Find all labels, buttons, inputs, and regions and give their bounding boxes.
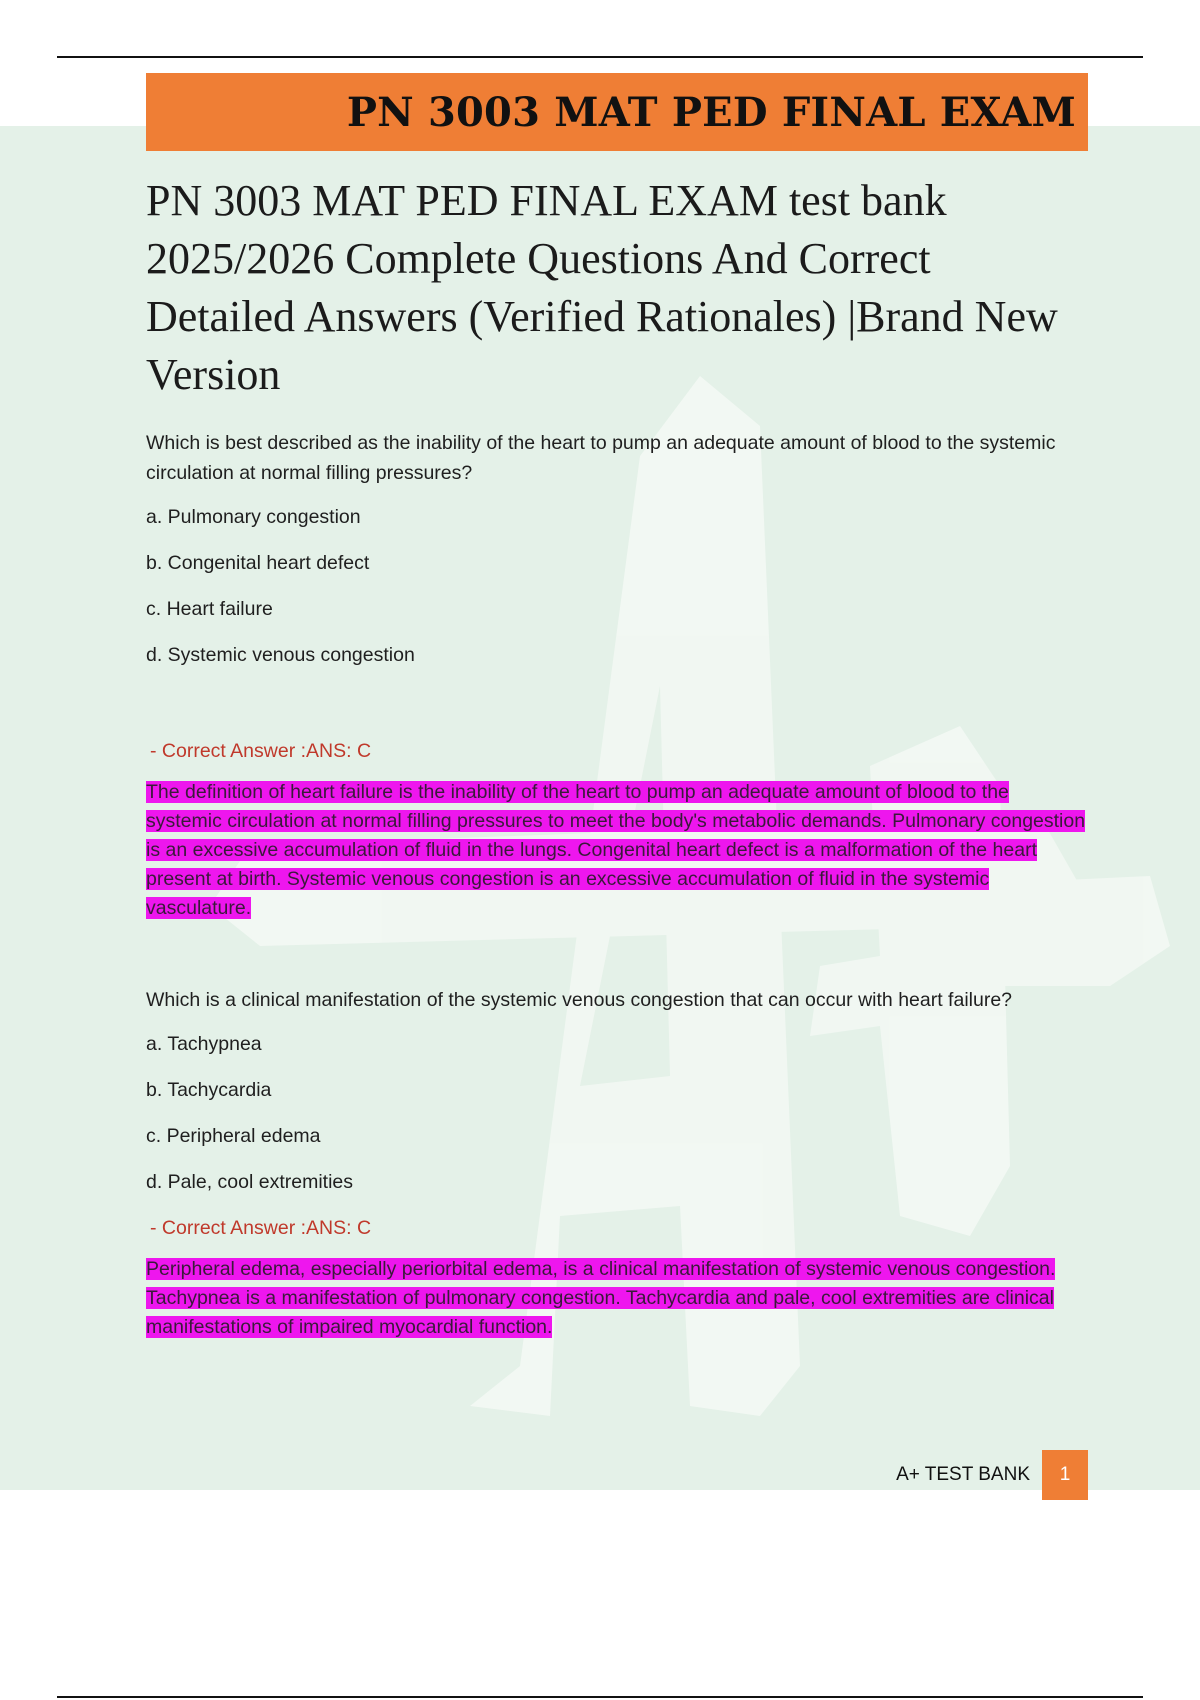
option-a: a. Pulmonary congestion [146, 506, 361, 528]
document-title: PN 3003 MAT PED FINAL EXAM test bank 2025/2026 Complete Questions And Correct Detailed Answers (Verified Rationales) |Brand New Version [146, 176, 1058, 399]
rationale [146, 1255, 1088, 1342]
option-c: c. Peripheral edema [146, 1125, 321, 1147]
option-c: c. Heart failure [146, 598, 273, 620]
question-text: Which is best described as the inability of the heart to pump an adequate amount of blood to the systemic circulation at normal filling pressures? [146, 432, 1056, 484]
document-content [146, 172, 1088, 1342]
option-b: b. Congenital heart defect [146, 552, 370, 574]
question-text: Which is a clinical manifestation of the systemic venous congestion that can occur with heart failure? [146, 989, 1013, 1011]
option-d: d. Pale, cool extremities [146, 1171, 354, 1193]
page-number-badge: 1 [1042, 1450, 1088, 1500]
bottom-rule [57, 1696, 1143, 1698]
question-block-2 [146, 985, 1088, 1342]
option-a: a. Tachypnea [146, 1033, 262, 1055]
rationale [146, 778, 1088, 923]
top-rule [57, 56, 1143, 58]
option-d: d. Systemic venous congestion [146, 644, 415, 666]
rationale-highlight: Peripheral edema, especially periorbital edema, is a clinical manifestation of systemic venous congestion. Tachypnea is a manifestation of pulmonary congestion. Tachycardia and pale, cool extremities are clinical manifestations of impaired myocardial function. [146, 1258, 1056, 1338]
correct-answer: - Correct Answer :ANS: C [150, 1217, 372, 1239]
banner-title: PN 3003 MAT PED FINAL EXAM [346, 88, 1076, 136]
rationale-highlight: The definition of heart failure is the inability of the heart to pump an adequate amount of blood to the systemic circulation at normal filling pressures to meet the body's metabolic demands. Pulmonary congestion is an excessive accumulation of fluid in the lungs. Congenital heart defect is a malformation of the heart present at birth. Systemic venous congestion is an excessive accumulation of fluid in the systemic vasculature. [146, 781, 1086, 919]
footer-label: A+ TEST BANK [896, 1464, 1030, 1485]
page-footer [0, 1450, 1088, 1500]
correct-answer: - Correct Answer :ANS: C [150, 740, 372, 762]
header-banner [146, 73, 1088, 151]
option-b: b. Tachycardia [146, 1079, 272, 1101]
question-block-1 [146, 428, 1088, 923]
